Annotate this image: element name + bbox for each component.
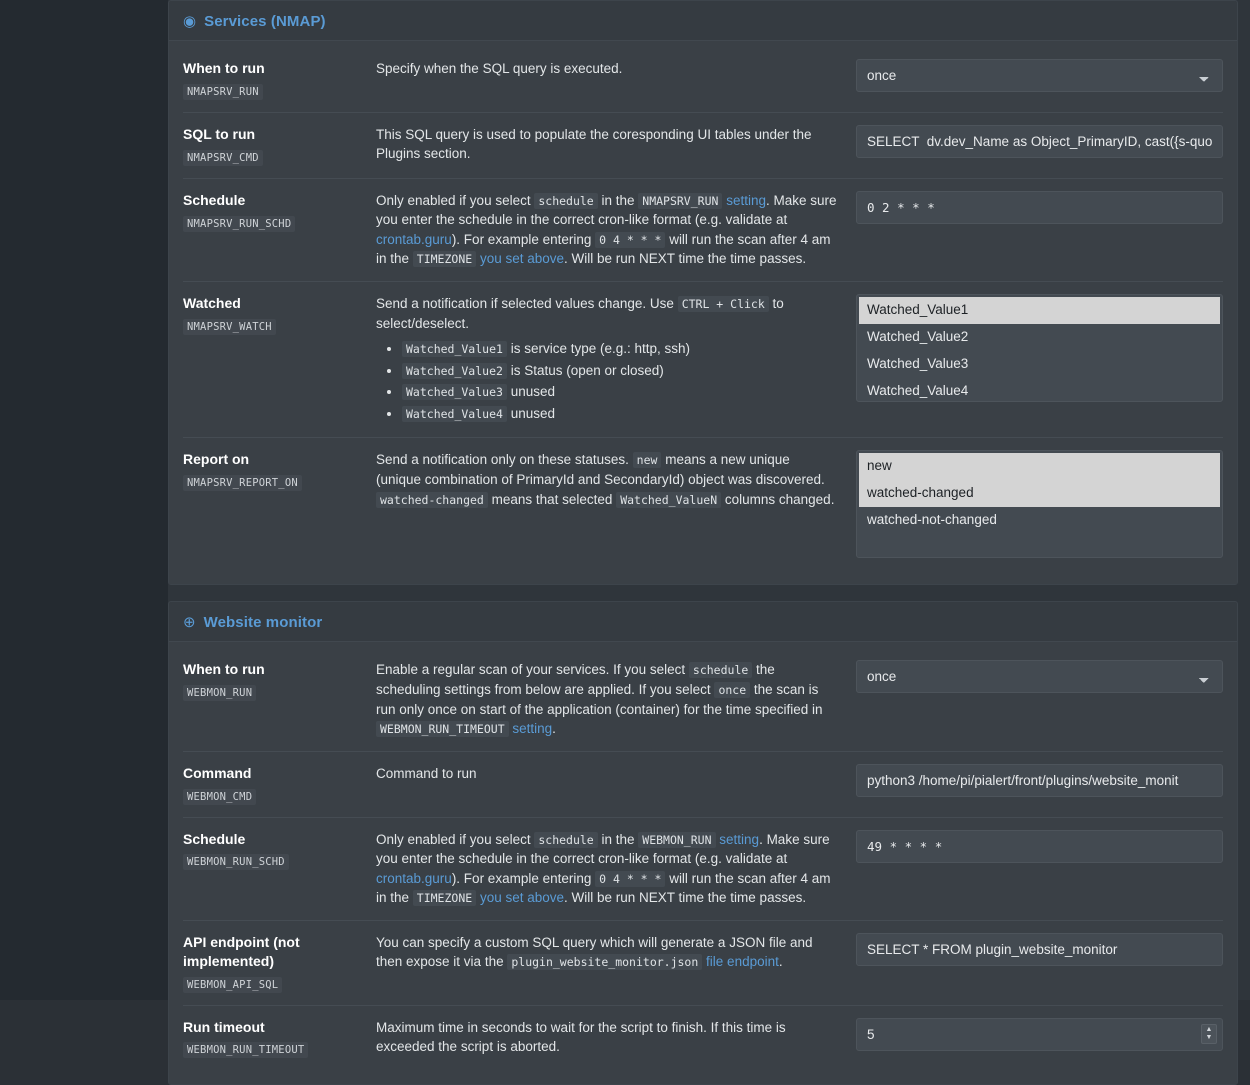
setting-key: NMAPSRV_RUN xyxy=(183,84,263,100)
setting-row-nmapsrv-watch xyxy=(183,282,1223,438)
setting-title: When to run xyxy=(183,60,265,76)
setting-title: Report on xyxy=(183,451,250,468)
setting-control xyxy=(856,191,1223,224)
setting-description: Send a notification if selected values change. Use CTRL + Click to select/deselect. • Watched_Value1 is service type (e.g.: http, ssh) • Watched_Value2 is Status (open or closed) • Watched_Value3 unused • Watched_Value4 unused xyxy=(376,294,856,425)
listbox-option[interactable]: Watched_Value1 xyxy=(859,297,1220,324)
setting-control xyxy=(856,59,1223,92)
setting-row-webmon-cmd xyxy=(183,752,1223,818)
setting-row-nmapsrv-run-schd xyxy=(183,179,1223,282)
listbox-option[interactable]: Watched_Value4 xyxy=(867,382,969,398)
webmon-run-schd-input[interactable] xyxy=(856,830,1223,863)
setting-control xyxy=(856,294,1223,402)
setting-control xyxy=(856,764,1223,797)
section-gap xyxy=(168,585,1250,601)
setting-label-block xyxy=(183,125,376,166)
setting-label-block xyxy=(183,933,376,993)
setting-row-webmon-api-sql xyxy=(183,921,1223,1006)
setting-title: Schedule xyxy=(183,191,246,208)
nmapsrv-report-on-listbox[interactable] xyxy=(856,450,1223,558)
setting-description: Enable a regular scan of your services. If you select schedule the scheduling settings from below are applied. If you select once the scan is run only once on start of the application (container) for the time specified in WEBMON_RUN_TIMEOUT setting. xyxy=(376,662,823,737)
listbox-option[interactable]: watched-not-changed xyxy=(867,512,997,528)
setting-description: This SQL query is used to populate the coresponding UI tables under the Plugins section. xyxy=(376,126,812,162)
setting-description: Maximum time in seconds to wait for the script to finish. If this time is exceeded the script is aborted. xyxy=(376,1019,786,1055)
setting-description: Command to run xyxy=(376,765,477,781)
nmapsrv-run-schd-input[interactable] xyxy=(856,191,1223,224)
card-title: Website monitor xyxy=(203,614,323,632)
setting-label-block xyxy=(183,830,376,871)
setting-description: Specify when the SQL query is executed. xyxy=(376,61,623,76)
number-stepper-icon[interactable]: ▲ ▼ xyxy=(1201,1024,1217,1044)
card-header-website-monitor xyxy=(169,602,1237,642)
setting-control xyxy=(856,660,1223,693)
settings-content xyxy=(168,0,1250,1057)
setting-key: NMAPSRV_WATCH xyxy=(183,319,276,335)
setting-control xyxy=(856,125,1223,158)
left-gutter xyxy=(0,0,168,1000)
setting-row-webmon-run xyxy=(183,648,1223,751)
setting-description: Only enabled if you select schedule in the WEBMON_RUN setting. Make sure you enter the schedule in the correct cron-like format (e.g. validate at crontab.guru). For example entering 0 4 * * * will run the scan after 4 am in the TIMEZONE you set above. Will be run NEXT time the time passes. xyxy=(376,831,831,906)
webmon-cmd-input[interactable] xyxy=(856,764,1223,797)
nmapsrv-run-select[interactable] xyxy=(856,59,1223,92)
nmapsrv-cmd-input[interactable] xyxy=(856,125,1223,158)
setting-label-block xyxy=(183,764,376,805)
setting-key: WEBMON_CMD xyxy=(183,789,256,805)
setting-title: API endpoint (not implemented) xyxy=(183,933,300,969)
setting-control xyxy=(856,1018,1223,1051)
listbox-option[interactable]: watched-changed xyxy=(859,480,1220,507)
setting-row-webmon-run-schd xyxy=(183,818,1223,921)
setting-row-nmapsrv-run xyxy=(183,47,1223,113)
listbox-option[interactable]: new xyxy=(859,453,1220,480)
card-header-services-nmap xyxy=(169,1,1237,41)
setting-label-block xyxy=(183,450,376,491)
card-title: Services (NMAP) xyxy=(204,13,326,30)
setting-title: Watched xyxy=(183,295,241,312)
setting-label-block xyxy=(183,660,376,701)
setting-title: Run timeout xyxy=(183,1018,265,1035)
setting-label-block xyxy=(183,59,376,100)
radar-icon: ◉ xyxy=(183,13,197,30)
setting-label-block xyxy=(183,191,376,232)
setting-key: WEBMON_RUN_TIMEOUT xyxy=(183,1042,308,1058)
setting-key: WEBMON_RUN xyxy=(183,685,256,701)
listbox-option[interactable]: Watched_Value3 xyxy=(867,355,969,371)
webmon-api-sql-input[interactable] xyxy=(856,933,1223,966)
setting-description: You can specify a custom SQL query which will generate a JSON file and then expose it via the plugin_website_monitor.json file endpoint. xyxy=(376,934,813,970)
setting-description: Only enabled if you select schedule in the NMAPSRV_RUN setting. Make sure you enter the schedule in the correct cron-like format (e.g. validate at crontab.guru). For example entering 0 4 * * * will run the scan after 4 am in the TIMEZONE you set above. Will be run NEXT time the time passes. xyxy=(376,192,837,267)
setting-key: WEBMON_RUN_SCHD xyxy=(183,854,289,870)
plugin-card-services-nmap xyxy=(168,0,1238,585)
plugin-card-website-monitor xyxy=(168,601,1238,1085)
setting-control xyxy=(856,450,1223,558)
setting-control xyxy=(856,830,1223,863)
listbox-option[interactable]: Watched_Value2 xyxy=(867,328,969,344)
webmon-run-select[interactable] xyxy=(856,660,1223,693)
webmon-run-timeout-input[interactable] xyxy=(856,1018,1223,1051)
setting-control xyxy=(856,933,1223,966)
card-body-services-nmap xyxy=(169,41,1237,584)
card-body-website-monitor xyxy=(169,642,1237,1084)
setting-key: NMAPSRV_REPORT_ON xyxy=(183,475,302,491)
setting-row-nmapsrv-cmd xyxy=(183,113,1223,179)
setting-title: When to run xyxy=(183,661,265,678)
setting-label-block xyxy=(183,1018,376,1059)
setting-label-block xyxy=(183,294,376,335)
setting-key: WEBMON_API_SQL xyxy=(183,977,282,993)
setting-description: Send a notification only on these statuses. new means a new unique (unique combination of PrimaryId and SecondaryId) object was discovered. watched-changed means that selected Watched_ValueN columns changed. xyxy=(376,452,835,507)
setting-key: NMAPSRV_CMD xyxy=(183,150,263,166)
globe-icon: ⊕ xyxy=(183,614,196,632)
setting-key: NMAPSRV_RUN_SCHD xyxy=(183,216,295,232)
setting-title: Command xyxy=(183,764,252,781)
setting-title: SQL to run xyxy=(183,125,256,142)
setting-row-nmapsrv-report-on xyxy=(183,438,1223,570)
setting-row-webmon-run-timeout xyxy=(183,1006,1223,1071)
setting-title: Schedule xyxy=(183,830,246,847)
nmapsrv-watch-listbox[interactable] xyxy=(856,294,1223,402)
